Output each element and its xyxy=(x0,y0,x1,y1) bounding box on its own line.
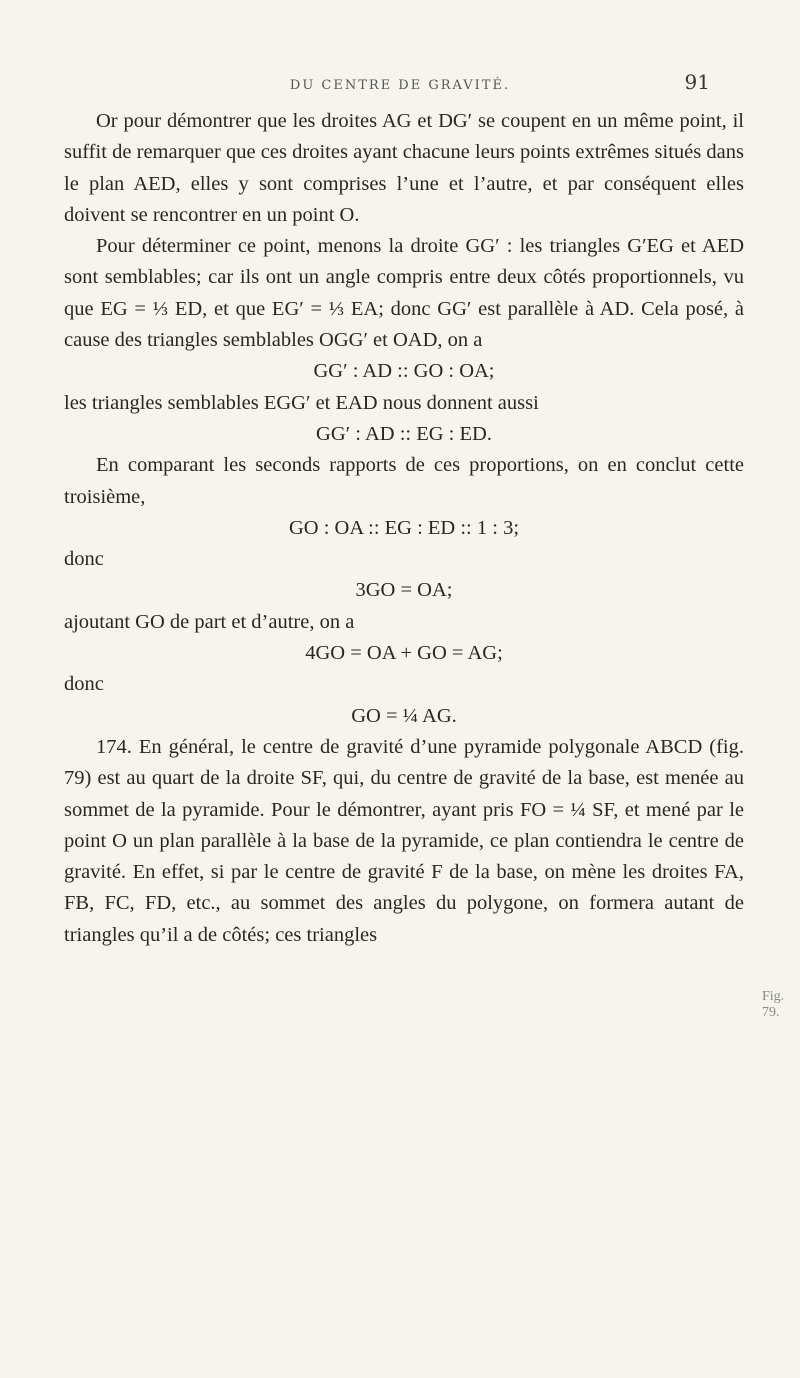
equation-1: GG′ : AD :: GO : OA; xyxy=(313,360,495,383)
equation-6: GO = ¼ AG. xyxy=(351,704,457,727)
page-number: 91 xyxy=(684,70,710,94)
equation-3: GO : OA :: EG : ED :: 1 : 3; xyxy=(288,516,520,539)
paragraph-6: 174. En général, le centre de gravité d’une pyramide polygonale ABCD (fig. 79) est au quart de la droite SF, qui, du centre de gravité de la base, est menée au sommet de la pyramide. Pour le démontrer, ayant pris FO = ¼ SF, et mené par le point O un plan parallèle à la base de la pyramide, ce plan contiendra le centre de gravité. En effet, si par le centre de gravité F de la base, on mène les droites FA, FB, FC, FD, etc., au sommet des angles du polygone, on formera autant de triangles qu’il a de côtés; ces triangles xyxy=(64,735,744,946)
running-head: DU CENTRE DE GRAVITÉ. xyxy=(289,78,511,93)
paragraph-1: Or pour démontrer que les droites AG et DG′ se coupent en un même point, il suffit de remarquer que ces droites ayant chacune leurs points extrêmes situés dans le plan AED, elles y sont comprises l’une et l’autre, et par conséquent elles doivent se rencontrer en un point O. xyxy=(64,110,744,226)
equation-4: 3GO = OA; xyxy=(355,579,453,602)
paragraph-5: ajoutant GO de part et d’autre, on a xyxy=(64,610,355,633)
paragraph-4: En comparant les seconds rapports de ces proportions, on en conclut cette troisième, xyxy=(64,454,744,508)
equation-5: 4GO = OA + GO = AG; xyxy=(305,642,503,665)
paragraph-3: les triangles semblables EGG′ et EAD nous donnent aussi xyxy=(64,391,539,414)
margin-figure-reference: Fig. 79. xyxy=(762,989,785,1020)
equation-2: GG′ : AD :: EG : ED. xyxy=(316,422,492,445)
paragraph-2: Pour déterminer ce point, menons la droite GG′ : les triangles G′EG et AED sont semblables; car ils ont un angle compris entre deux côtés proportionnels, vu que EG = ⅓ ED, et que EG′ = ⅓ EA; donc GG′ est parallèle à AD. Cela posé, à cause des triangles semblables OGG′ et OAD, on a xyxy=(64,235,744,352)
donc-label-2: donc xyxy=(64,673,104,696)
body-text xyxy=(64,106,744,951)
donc-label-1: donc xyxy=(64,548,104,571)
